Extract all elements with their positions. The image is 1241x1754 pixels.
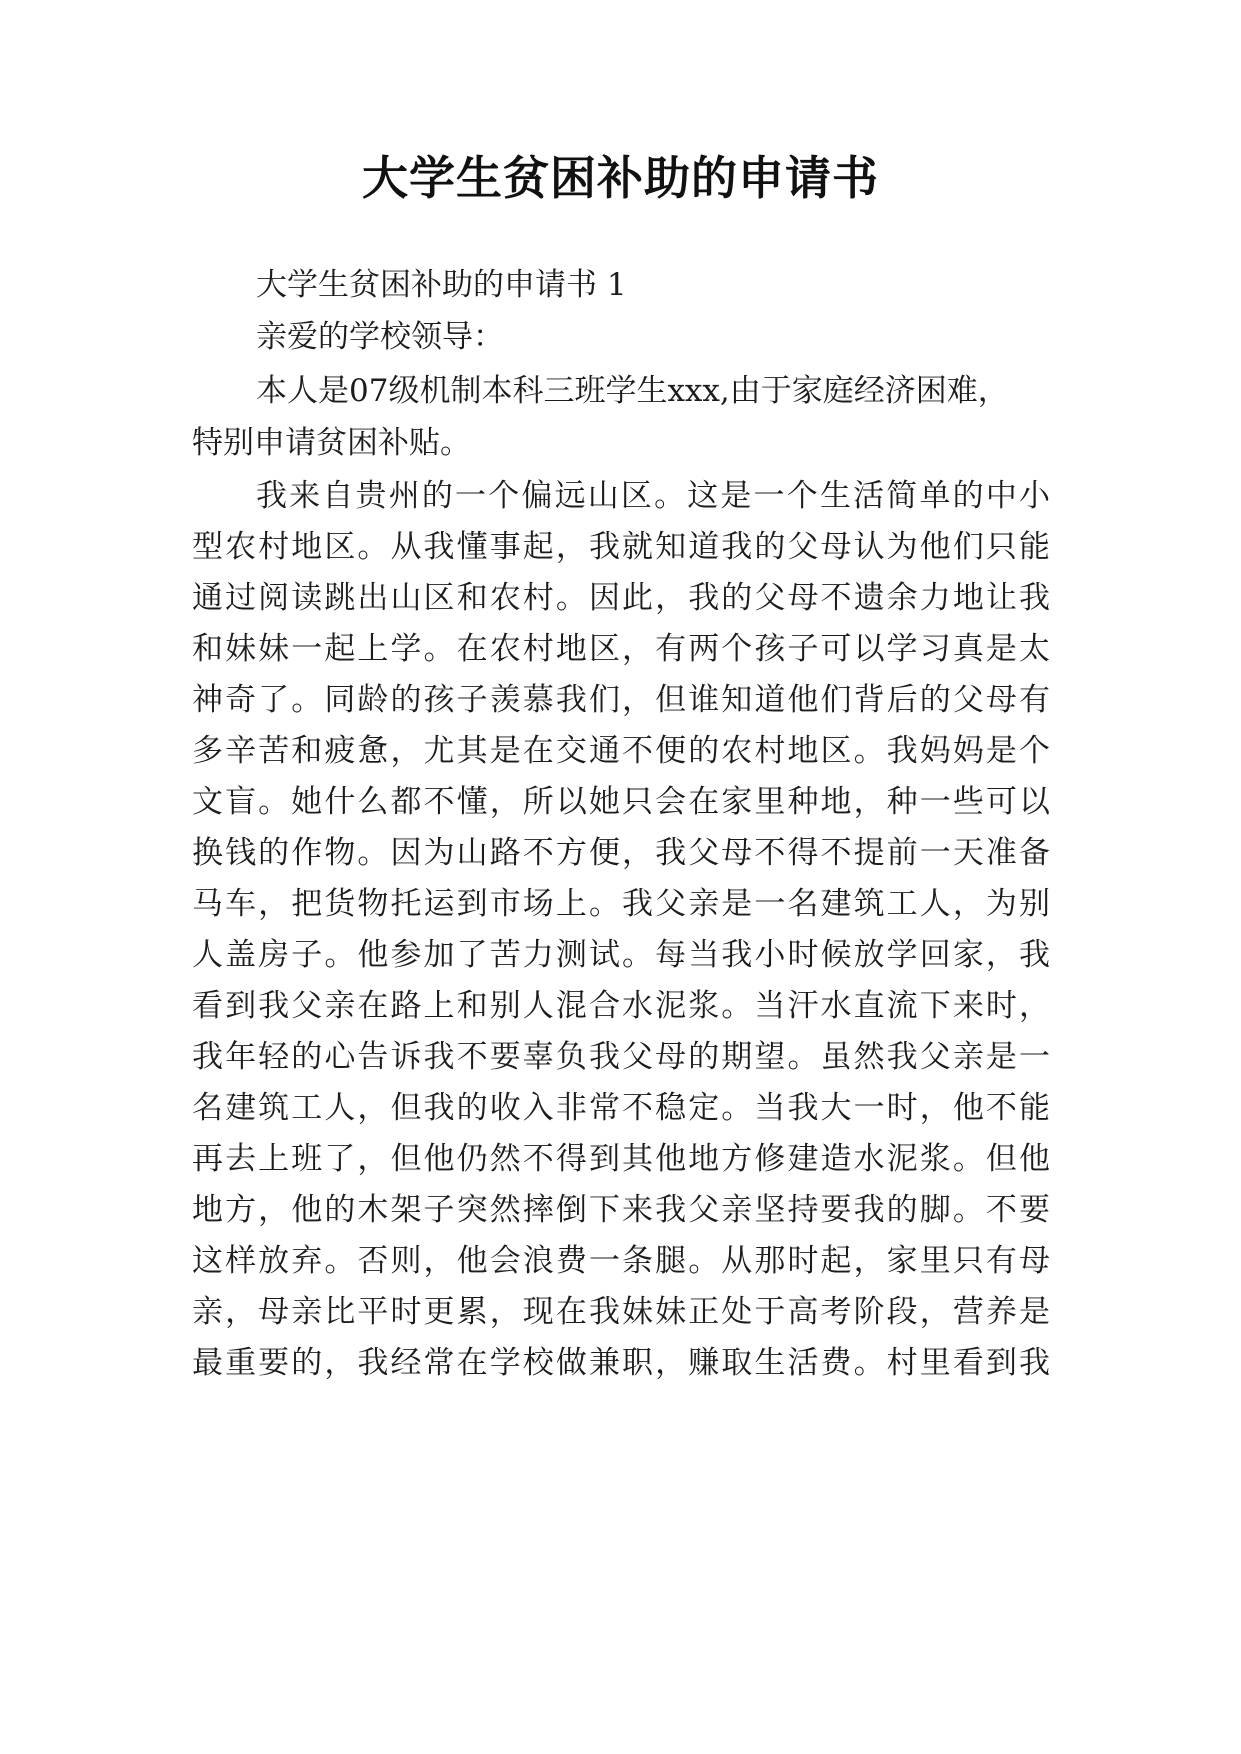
salutation-line: 亲爱的学校领导： — [256, 319, 504, 355]
body-line: 人盖房子。他参加了苦力测试。每当我小时候放学回家，我 — [192, 937, 1050, 973]
body-line: 通过阅读跳出山区和农村。因此，我的父母不遗余力地让我 — [192, 580, 1050, 616]
body-line: 这样放弃。否则，他会浪费一条腿。从那时起，家里只有母 — [192, 1243, 1050, 1279]
body-line: 最重要的，我经常在学校做兼职，赚取生活费。村里看到我 — [192, 1345, 1050, 1381]
body-line: 马车，把货物托运到市场上。我父亲是一名建筑工人，为别 — [192, 886, 1050, 922]
body-line: 我年轻的心告诉我不要辜负我父母的期望。虽然我父亲是一 — [192, 1039, 1050, 1075]
body-line: 换钱的作物。因为山路不方便，我父母不得不提前一天准备 — [192, 835, 1050, 871]
body-line: 型农村地区。从我懂事起，我就知道我的父母认为他们只能 — [192, 529, 1050, 565]
body-line: 我来自贵州的一个偏远山区。这是一个生活简单的中小 — [256, 478, 1050, 514]
body-line: 本人是07级机制本科三班学生xxx,由于家庭经济困难， — [256, 373, 1009, 409]
body-line: 看到我父亲在路上和别人混合水泥浆。当汗水直流下来时， — [192, 988, 1050, 1024]
body-line: 神奇了。同龄的孩子羡慕我们，但谁知道他们背后的父母有 — [192, 682, 1050, 718]
body-line: 特别申请贫困补贴。 — [192, 425, 471, 461]
body-line: 再去上班了，但他仍然不得到其他地方修建造水泥浆。但他 — [192, 1141, 1050, 1177]
body-line: 亲，母亲比平时更累，现在我妹妹正处于高考阶段，营养是 — [192, 1294, 1050, 1330]
document-title: 大学生贫困补助的申请书 — [362, 151, 879, 205]
body-line: 文盲。她什么都不懂，所以她只会在家里种地，种一些可以 — [192, 784, 1050, 820]
body-line: 和妹妹一起上学。在农村地区，有两个孩子可以学习真是太 — [192, 631, 1050, 667]
body-line: 多辛苦和疲惫，尤其是在交通不便的农村地区。我妈妈是个 — [192, 733, 1050, 769]
body-line: 名建筑工人，但我的收入非常不稳定。当我大一时，他不能 — [192, 1090, 1050, 1126]
body-line: 地方，他的木架子突然摔倒下来我父亲坚持要我的脚。不要 — [192, 1192, 1050, 1228]
subtitle-line: 大学生贫困补助的申请书 1 — [256, 267, 627, 303]
